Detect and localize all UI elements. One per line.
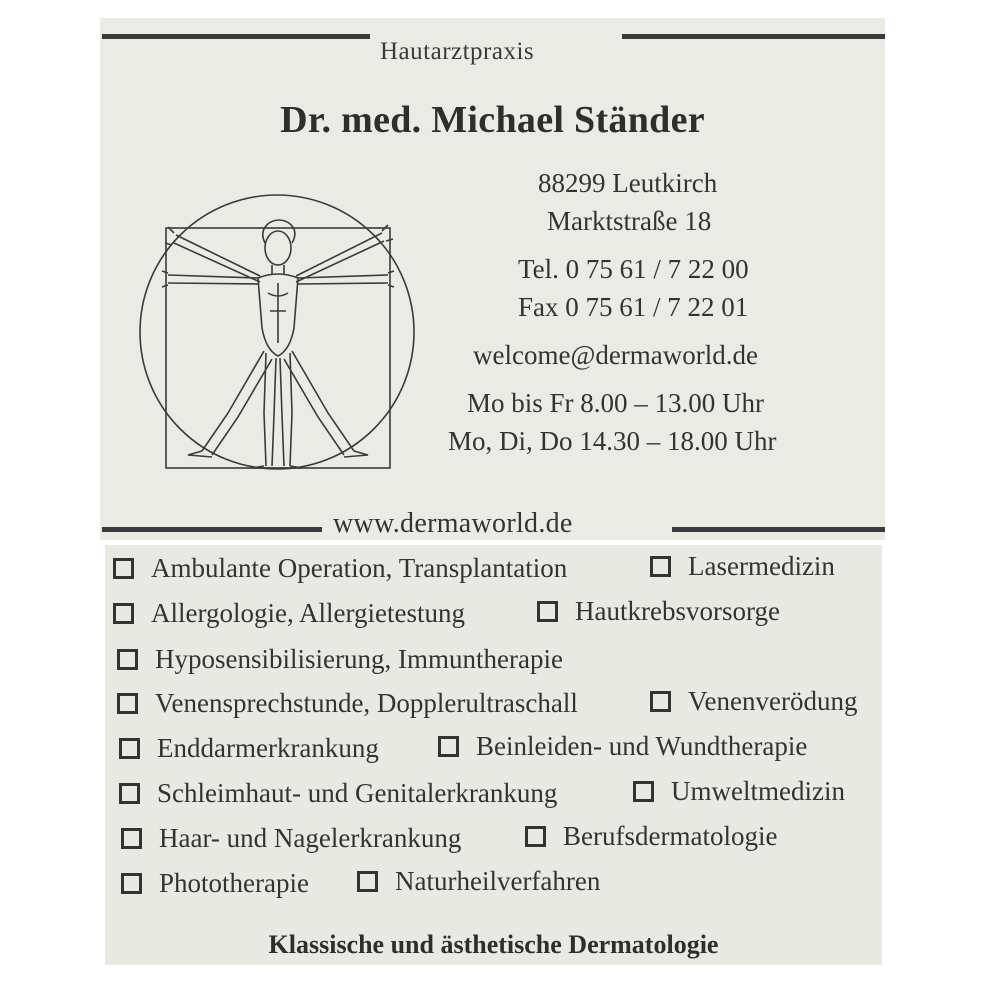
- service-item: Berufsdermatologie: [525, 821, 777, 852]
- business-card-back: [105, 545, 882, 965]
- checkbox-icon: [537, 601, 558, 622]
- opening-hours-weekdays: Mo bis Fr 8.00 – 13.00 Uhr: [467, 388, 765, 418]
- service-item: Hautkrebsvorsorge: [537, 596, 780, 627]
- service-item: Umweltmedizin: [633, 776, 845, 807]
- service-item: Haar- und Nagelerkrankung: [121, 823, 461, 854]
- service-item: Venensprechstunde, Dopplerultraschall: [117, 688, 578, 719]
- business-card-front: [100, 18, 885, 540]
- checkbox-icon: [113, 558, 134, 579]
- checkbox-icon: [633, 781, 654, 802]
- service-item: Beinleiden- und Wundtherapie: [438, 731, 807, 762]
- checkbox-icon: [117, 649, 138, 670]
- top-rule-right: [622, 34, 885, 39]
- service-item: Naturheilverfahren: [357, 866, 600, 897]
- checkbox-icon: [438, 736, 459, 757]
- top-rule-left: [102, 34, 370, 39]
- checkbox-icon: [119, 783, 140, 804]
- phone-number: Tel. 0 75 61 / 7 22 00: [518, 254, 749, 284]
- fax-number: Fax 0 75 61 / 7 22 01: [518, 292, 749, 322]
- doctor-name: Dr. med. Michael Ständer: [280, 99, 705, 141]
- vitruvian-man-drawing: [138, 183, 416, 473]
- service-item: Allergologie, Allergietestung: [113, 598, 465, 629]
- checkbox-icon: [117, 693, 138, 714]
- service-item: Phototherapie: [121, 868, 309, 899]
- specialty-tagline: Klassische und ästhetische Dermatologie: [268, 930, 719, 959]
- checkbox-icon: [650, 556, 671, 577]
- checkbox-icon: [121, 873, 142, 894]
- bottom-rule-right: [672, 527, 885, 532]
- checkbox-icon: [357, 871, 378, 892]
- website-url: www.dermaworld.de: [333, 508, 573, 539]
- bottom-rule-left: [102, 527, 322, 532]
- checkbox-icon: [121, 828, 142, 849]
- checkbox-icon: [113, 603, 134, 624]
- email-address: welcome@dermaworld.de: [473, 340, 759, 370]
- service-item: Enddarmerkrankung: [119, 733, 379, 764]
- checkbox-icon: [525, 826, 546, 847]
- address-city: 88299 Leutkirch: [538, 168, 718, 198]
- service-item: Lasermedizin: [650, 551, 835, 582]
- service-item: Ambulante Operation, Transplantation: [113, 553, 567, 584]
- service-item: Hyposensibilisierung, Immuntherapie: [117, 644, 563, 675]
- service-item: Schleimhaut- und Genitalerkrankung: [119, 778, 557, 809]
- opening-hours-afternoon: Mo, Di, Do 14.30 – 18.00 Uhr: [448, 426, 777, 456]
- checkbox-icon: [650, 691, 671, 712]
- address-street: Marktstraße 18: [547, 206, 712, 236]
- practice-title: Hautarztpraxis: [380, 38, 535, 65]
- service-item: Venenverödung: [650, 686, 857, 717]
- checkbox-icon: [119, 738, 140, 759]
